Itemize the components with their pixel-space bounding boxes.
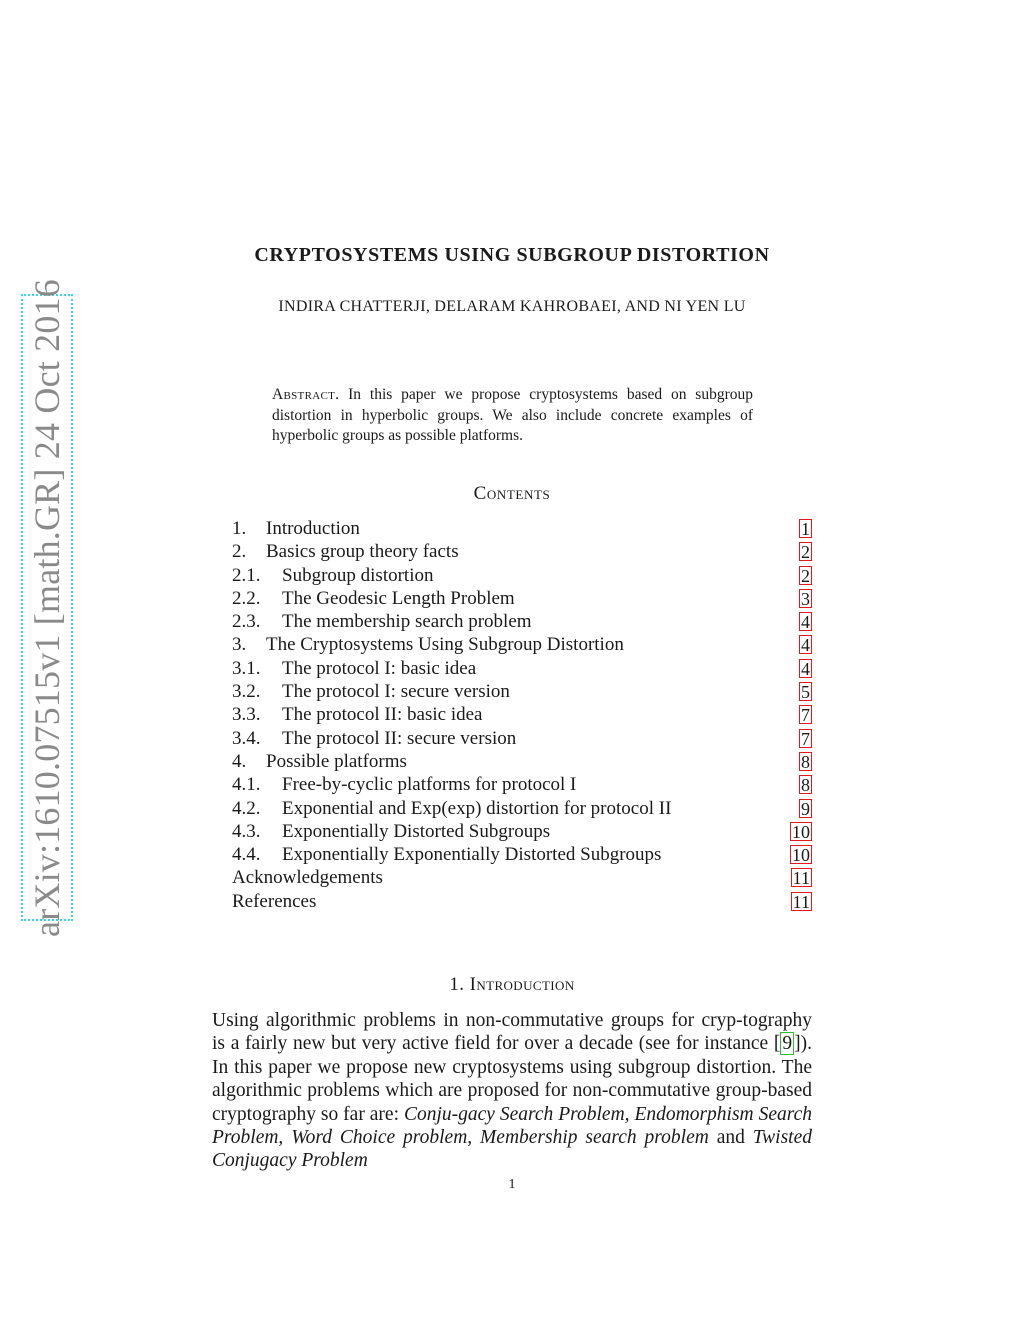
toc-page-link[interactable]: 4 <box>801 635 810 656</box>
toc-entry-title: Possible platforms <box>266 750 407 772</box>
toc-entry-number: 2. <box>232 541 247 563</box>
toc-entry[interactable] <box>232 657 812 680</box>
arxiv-stamp-text[interactable]: arXiv:1610.07515v1 [math.GR] 24 Oct 2016 <box>27 278 67 937</box>
toc-entry-number: 4.4. <box>232 844 261 866</box>
toc-entry-title: Exponentially Distorted Subgroups <box>282 820 551 842</box>
toc-entry-number: 3.4. <box>232 727 261 749</box>
toc-entry-title: The protocol II: basic idea <box>282 704 483 726</box>
toc-entry[interactable] <box>232 587 812 610</box>
toc-entry[interactable] <box>232 633 812 656</box>
toc-entry[interactable] <box>232 843 812 866</box>
toc-entry[interactable] <box>232 797 812 820</box>
toc-entry[interactable] <box>232 564 812 587</box>
toc-entry-title: Subgroup distortion <box>282 564 434 586</box>
toc-entry[interactable] <box>232 866 812 889</box>
intro-text-2: ]). In this paper we propose new cryptosystems using subgroup distortion. The algorithmic problems which are proposed for non-commutative group-based cryptography so far are: <box>212 1033 812 1125</box>
page-number: 1 <box>508 1177 516 1192</box>
intro-italic-2: Twisted Conjugacy Problem <box>212 1127 812 1172</box>
toc-page-link[interactable]: 11 <box>792 868 810 889</box>
toc-page-link[interactable]: 10 <box>792 821 810 842</box>
toc-entry-number: 2.2. <box>232 587 261 609</box>
abstract-heading: Abstract. <box>272 386 340 403</box>
toc-entry-title: The protocol I: secure version <box>282 681 510 703</box>
section-number: 1. <box>449 974 465 995</box>
arxiv-stamp[interactable] <box>21 278 73 937</box>
intro-paragraph <box>212 1009 812 1173</box>
toc-entry-title: Free-by-cyclic platforms for protocol I <box>282 774 577 796</box>
intro-italic-1: Conju-gacy Search Problem, Endomorphism Search Problem, Word Choice problem, Membership search problem <box>212 1103 813 1149</box>
intro-text-1: Using algorithmic problems in non-commutative groups for cryp-tography is a fairly new but very active field for over a decade (see for instance [ <box>212 1010 812 1055</box>
toc-entry-title: The Cryptosystems Using Subgroup Distortion <box>266 634 624 656</box>
abstract <box>272 385 753 447</box>
toc-entry-number: 4.1. <box>232 774 261 796</box>
toc-page-link[interactable]: 4 <box>801 658 810 679</box>
toc-page-link[interactable]: 4 <box>801 612 810 633</box>
toc-entry[interactable] <box>232 773 812 796</box>
toc-entry[interactable] <box>232 680 812 703</box>
toc-entry-title: The membership search problem <box>282 611 532 633</box>
toc-page-link[interactable]: 8 <box>801 775 810 796</box>
toc-entry-number: 3.1. <box>232 657 261 679</box>
toc-entry-number: 2.1. <box>232 564 261 586</box>
toc-entry[interactable] <box>232 820 812 843</box>
toc-entry-title: References <box>232 890 317 912</box>
toc-entry-title: Basics group theory facts <box>266 541 459 563</box>
toc-entry-title: Introduction <box>266 518 360 539</box>
toc-entry-number: 1. <box>232 518 247 539</box>
toc-page-link[interactable]: 3 <box>801 588 810 609</box>
toc-page-link[interactable]: 10 <box>792 845 810 866</box>
toc-entry-number: 2.3. <box>232 611 261 633</box>
toc-page-link[interactable]: 2 <box>801 542 810 563</box>
toc-entry-title: The protocol I: basic idea <box>282 657 477 679</box>
toc-entry-number: 3. <box>232 634 247 656</box>
paper-authors: INDIRA CHATTERJI, DELARAM KAHROBAEI, AND NI YEN LU <box>278 298 746 315</box>
toc-page-link[interactable]: 5 <box>801 682 810 703</box>
toc-entry[interactable] <box>232 750 812 773</box>
toc-entry-title: Acknowledgements <box>232 867 383 889</box>
toc-entry-title: Exponentially Exponentially Distorted Subgroups <box>282 844 662 866</box>
toc-page-link[interactable]: 7 <box>801 705 810 726</box>
toc-entry[interactable] <box>232 727 812 750</box>
toc-entry[interactable] <box>232 517 812 540</box>
section-heading <box>0 974 1024 996</box>
citation-link[interactable]: 9 <box>782 1033 793 1055</box>
toc-entry[interactable] <box>232 703 812 726</box>
toc-entry[interactable] <box>232 540 812 563</box>
toc-entry-number: 3.3. <box>232 704 261 726</box>
toc-page-link[interactable]: 11 <box>792 891 810 912</box>
contents-heading: Contents <box>473 483 551 504</box>
toc-entry[interactable] <box>232 890 812 913</box>
toc-page-link[interactable]: 9 <box>801 798 810 819</box>
toc-entry-number: 3.2. <box>232 681 261 703</box>
toc-entry-number: 4.3. <box>232 820 261 842</box>
table-of-contents <box>232 517 812 913</box>
toc-page-link[interactable]: 1 <box>801 519 810 539</box>
toc-entry-title: The protocol II: secure version <box>282 727 517 749</box>
intro-text-3: and <box>708 1127 753 1149</box>
section-title: Introduction <box>469 974 575 995</box>
toc-entry[interactable] <box>232 610 812 633</box>
paper-title: CRYPTOSYSTEMS USING SUBGROUP DISTORTION <box>254 244 770 266</box>
abstract-text: In this paper we propose cryptosystems based on subgroup distortion in hyperbolic groups. We also include concrete examples of hyperbolic groups as possible platforms. <box>272 386 754 444</box>
toc-entry-number: 4. <box>232 750 247 772</box>
toc-page-link[interactable]: 8 <box>801 751 810 772</box>
toc-page-link[interactable]: 7 <box>801 728 810 749</box>
toc-entry-title: Exponential and Exp(exp) distortion for protocol II <box>282 797 672 819</box>
toc-entry-number: 4.2. <box>232 797 261 819</box>
toc-entry-title: The Geodesic Length Problem <box>282 587 515 609</box>
toc-page-link[interactable]: 2 <box>801 565 810 586</box>
